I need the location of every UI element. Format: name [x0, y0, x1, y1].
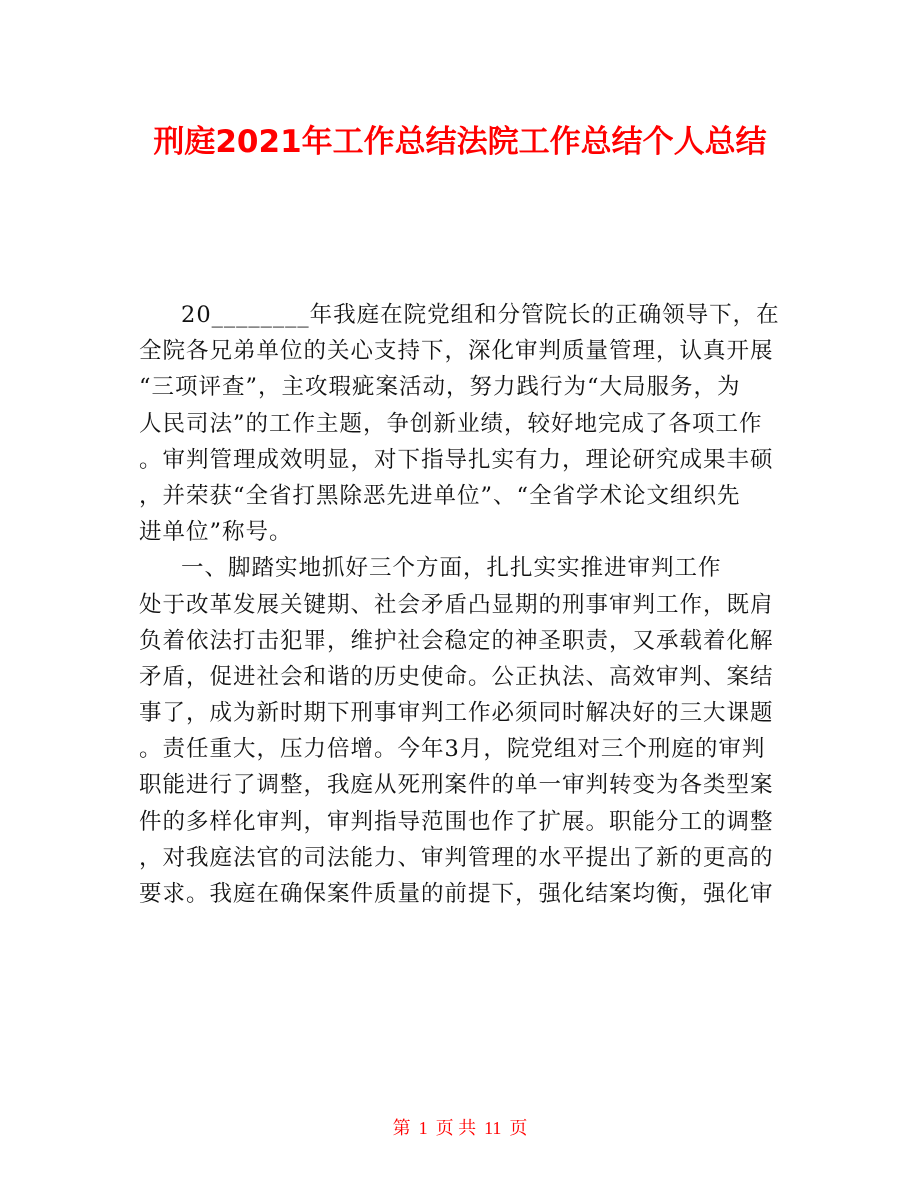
paragraph-line: 处于改革发展关键期、社会矛盾凸显期的刑事审判工作，既肩 — [139, 591, 774, 618]
paragraph-line: 。审判管理成效明显，对下指导扎实有力，理论研究成果丰硕 — [139, 446, 774, 473]
page-footer — [0, 1114, 920, 1140]
paragraph-line: 全院各兄弟单位的关心支持下，深化审判质量管理，认真开展 — [139, 338, 774, 365]
document-title: 刑庭2021年工作总结法院工作总结个人总结 — [153, 124, 767, 160]
paragraph-line: 。责任重大，压力倍增。今年3月，院党组对三个刑庭的审判 — [139, 736, 766, 763]
paragraph-line: 矛盾，促进社会和谐的历史使命。公正执法、高效审判、案结 — [139, 663, 774, 690]
footer-mid: 页 共 — [435, 1118, 477, 1138]
footer-prefix: 第 — [392, 1118, 411, 1138]
paragraph-line: 进单位”称号。 — [139, 519, 293, 546]
paragraph-line: ，并荣获“全省打黑除恶先进单位”、“全省学术论文组织先 — [139, 482, 741, 509]
document-body — [139, 297, 789, 912]
paragraph-line: 职能进行了调整，我庭从死刑案件的单一审判转变为各类型案 — [139, 772, 774, 799]
section-heading: 一、脚踏实地抓好三个方面，扎扎实实推进审判工作 — [181, 555, 722, 582]
paragraph-line: 件的多样化审判，审判指导范围也作了扩展。职能分工的调整 — [139, 808, 774, 835]
footer-page-number: 1 — [418, 1118, 428, 1138]
footer-total-pages: 11 — [484, 1118, 502, 1138]
paragraph-line: 负着依法打击犯罪，维护社会稳定的神圣职责，又承载着化解 — [139, 627, 774, 654]
paragraph-line: 事了，成为新时期下刑事审判工作必须同时解决好的三大课题 — [139, 700, 774, 727]
paragraph-line: “三项评查”，主攻瑕疵案活动，努力践行为“大局服务，为 — [139, 374, 741, 401]
footer-suffix: 页 — [509, 1118, 528, 1138]
paragraph-line: 20________年我庭在院党组和分管院长的正确领导下，在 — [181, 302, 780, 328]
paragraph-line: ，对我庭法官的司法能力、审判管理的水平提出了新的更高的 — [139, 844, 774, 871]
paragraph-line: 人民司法”的工作主题，争创新业绩，较好地完成了各项工作 — [139, 410, 763, 437]
paragraph-line: 要求。我庭在确保案件质量的前提下，强化结案均衡，强化审 — [139, 881, 774, 907]
